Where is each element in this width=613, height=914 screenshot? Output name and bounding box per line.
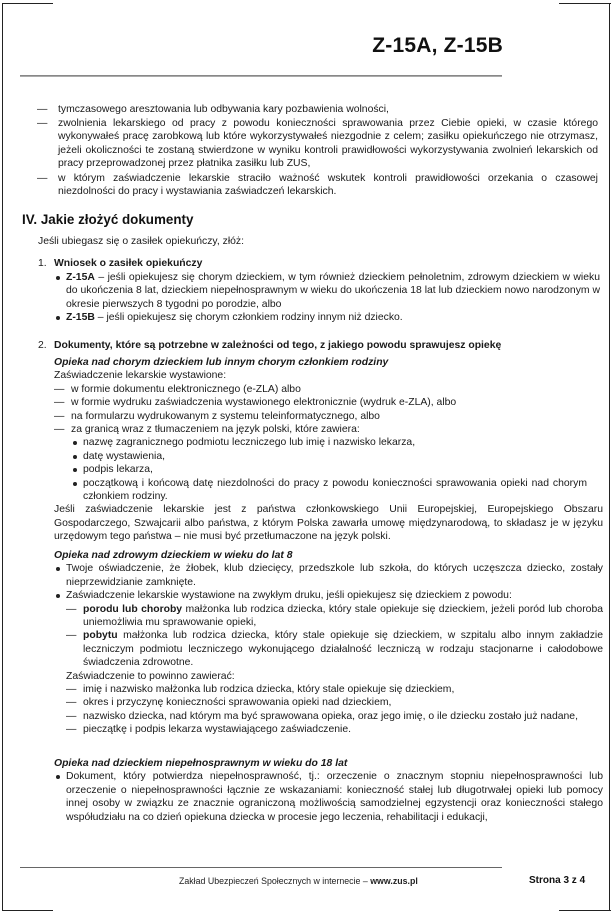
sub-lead: Zaświadczenie to powinno zawierać:	[66, 670, 235, 682]
list-item: — pieczątkę i podpis lekarza wystawiającego zaświadczenie.	[66, 724, 351, 736]
sub-heading: Opieka nad dzieckiem niepełnosprawnym w wieku do 18 lat	[54, 758, 348, 769]
dash-bullet: —	[54, 424, 65, 436]
list-item: — okres i przyczynę konieczności sprawowania opieki nad dzieckiem,	[66, 697, 392, 709]
item-number: 2.	[38, 340, 47, 351]
page-frame-right	[609, 3, 610, 911]
bullet-dot-icon	[56, 276, 60, 280]
list-item: — za granicą wraz z tłumaczeniem na język polski, które zawiera:	[54, 424, 360, 436]
item-title: Wniosek o zasiłek opiekuńczy	[54, 258, 203, 269]
dash-bullet: —	[66, 630, 77, 642]
dash-bullet: —	[66, 710, 77, 722]
list-item: podpis lekarza,	[71, 463, 603, 476]
list-item: Zaświadczenie lekarskie wystawione na zwykłym druku, jeśli opiekujesz się dzieckiem z powodu:	[54, 589, 603, 602]
list-item: — w formie wydruku zaświadczenia wystawionego elektronicznie (wydruk e-ZLA), albo	[54, 397, 457, 409]
list-item: — zwolnienia lekarskiego od pracy z powodu konieczności sprawowania przez Ciebie opieki, w czasie którego wykonywałeś pracę zarobkową lub które wykorzystywałeś niezgodnie z celem; zasiłku opiekuńczego nie otrzymasz, jeżeli okoliczności te zostaną stwierdzone w wyniku kontroli prawidłowości wykorzystywania zwolnień lekarskich od pracy przeprowadzonej przez płatnika zasiłku lub ZUS,	[37, 118, 598, 170]
dash-bullet: —	[66, 603, 77, 615]
form-code: Z-15B	[66, 312, 95, 324]
list-item: nazwę zagranicznego podmiotu leczniczego lub imię i nazwisko lekarza,	[71, 436, 603, 449]
list-item: początkową i końcową datę niezdolności do pracy z powodu konieczności sprawowania opieki nad chorym członkiem rodziny.	[71, 477, 603, 504]
page-frame-corner	[559, 3, 611, 4]
form-code: Z-15A	[66, 272, 95, 283]
page-number: Strona 3 z 4	[529, 875, 586, 886]
list-item: — imię i nazwisko małżonka lub rodzica dziecka, który stale opiekuje się dzieckiem,	[66, 684, 455, 696]
list-item: — nazwisko dziecka, nad którym ma być sprawowana opieka, oraz jego imię, o ile dziecku zostało już nadane,	[66, 710, 578, 722]
sub-heading: Opieka nad chorym dzieckiem lub innym chorym członkiem rodziny	[54, 357, 389, 368]
section-lead: Jeśli ubiegasz się o zasiłek opiekuńczy, złóż:	[38, 236, 244, 247]
sub-section-healthy-child	[38, 549, 603, 737]
zus-website-link[interactable]: www.zus.pl	[370, 876, 418, 886]
dash-bullet: —	[66, 697, 77, 709]
item-title: Dokumenty, które są potrzebne w zależności od tego, z jakiego powodu sprawujesz opiekę	[54, 340, 502, 351]
nested-bullets	[71, 436, 603, 503]
list-item: — pobytu małżonka lub rodzica dziecka, który stale opiekuje się dzieckiem, w szpitalu albo innym zakładzie leczniczym podmiotu leczniczego wykonującego działalność leczniczą w rodzaju stacjonarne i całodobowe świadczenia zdrowotne.	[66, 630, 603, 669]
bullet-dot-icon	[56, 316, 60, 320]
sub-section-disabled-child	[38, 757, 603, 824]
bullet-dot-icon	[56, 594, 60, 598]
dash-bullet: —	[37, 173, 48, 184]
footer-text: Zakład Ubezpieczeń Społecznych w internecie – www.zus.pl	[179, 876, 418, 886]
bullet-dot-icon	[56, 775, 60, 779]
dash-bullet: —	[54, 410, 65, 422]
foreign-certificate-note: Jeśli zaświadczenie lekarskie jest z państwa członkowskiego Unii Europejskiej, Europejskiego Obszaru Gospodarczego, Szwajcarii albo państwa, z którym Polska zawarła umowę międzynarodową, to składasz je w języku urzędowym tego państwa – nie musi być przetłumaczone na język polski.	[54, 504, 603, 543]
list-item: — w którym zaświadczenie lekarskie straciło ważność wskutek kontroli prawidłowości orzekania o czasowej niezdolności do pracy i wystawiania zaświadczeń lekarskich.	[37, 173, 598, 198]
form-code-title: Z-15A, Z-15B	[372, 34, 503, 57]
list-item: — tymczasowego aresztowania lub odbywania kary pozbawienia wolności,	[37, 104, 389, 115]
item-number: 1.	[38, 258, 47, 269]
section-heading: IV. Jakie złożyć dokumenty	[22, 212, 194, 227]
bullet-dot-icon	[73, 468, 77, 472]
dash-bullet: —	[54, 397, 65, 409]
bullet-dot-icon	[73, 441, 77, 445]
list-item: datę wystawienia,	[71, 450, 603, 463]
dash-bullet: —	[37, 118, 48, 129]
page-frame-left	[2, 3, 3, 911]
dash-bullet: —	[54, 383, 65, 395]
sub-heading: Opieka nad zdrowym dzieckiem w wieku do lat 8	[54, 550, 293, 561]
list-item: Twoje oświadczenie, że żłobek, klub dziecięcy, przedszkole lub szkoła, do których uczęszcza dziecko, zostały nieprzewidzianie zamknięte.	[54, 562, 603, 589]
list-item: Z-15A – jeśli opiekujesz się chorym dzieckiem, w tym również dzieckiem pełnoletnim, zdrowym dzieckiem w wieku do ukończenia 8 lat, dzieckiem niepełnosprawnym w wieku do ukończenia 18 lat lub dzieckiem nowo narodzonym w okresie pierwszych 8 tygodni po porodzie, albo	[54, 271, 602, 311]
sub-section-sick-care	[38, 356, 603, 544]
bullet-dot-icon	[73, 482, 77, 486]
sub-lead: Zaświadczenie lekarskie wystawione:	[54, 370, 227, 382]
header-divider	[20, 75, 502, 77]
list-item: — na formularzu wydrukowanym z systemu teleinformatycznego, albo	[54, 410, 380, 422]
dash-bullet: —	[66, 684, 77, 696]
list-item: — porodu lub choroby małżonka lub rodzica dziecka, który stale opiekuje się dzieckiem, jeżeli poród lub choroba uniemożliwia mu sprawowanie opieki,	[66, 603, 604, 629]
bullet-dot-icon	[73, 455, 77, 459]
item1-bullets	[54, 271, 602, 325]
page-frame-corner	[559, 910, 611, 911]
list-item: Dokument, który potwierdza niepełnosprawność, tj.: orzeczenie o znacznym stopniu niepełnosprawności lub orzeczenie o niepełnosprawności łącznie ze wskazaniami: konieczność stałej lub długotrwałej opieki lub pomocy innej osoby w związku ze znacznie ograniczoną możliwością samodzielnej egzystencji oraz konieczności stałego współudziału na co dzień opiekuna dziecka w procesie jego leczenia, rehabilitacji i edukacji,	[54, 770, 603, 824]
bullet-dot-icon	[56, 567, 60, 571]
page-frame-corner	[2, 3, 53, 4]
list-item: — w formie dokumentu elektronicznego (e-ZLA) albo	[54, 383, 301, 395]
dash-bullet: —	[66, 724, 77, 736]
list-item: Z-15B – jeśli opiekujesz się chorym członkiem rodziny innym niż dziecko.	[54, 311, 602, 324]
dash-bullet: —	[37, 104, 48, 115]
page-frame-corner	[2, 910, 53, 911]
footer-divider	[20, 867, 502, 868]
